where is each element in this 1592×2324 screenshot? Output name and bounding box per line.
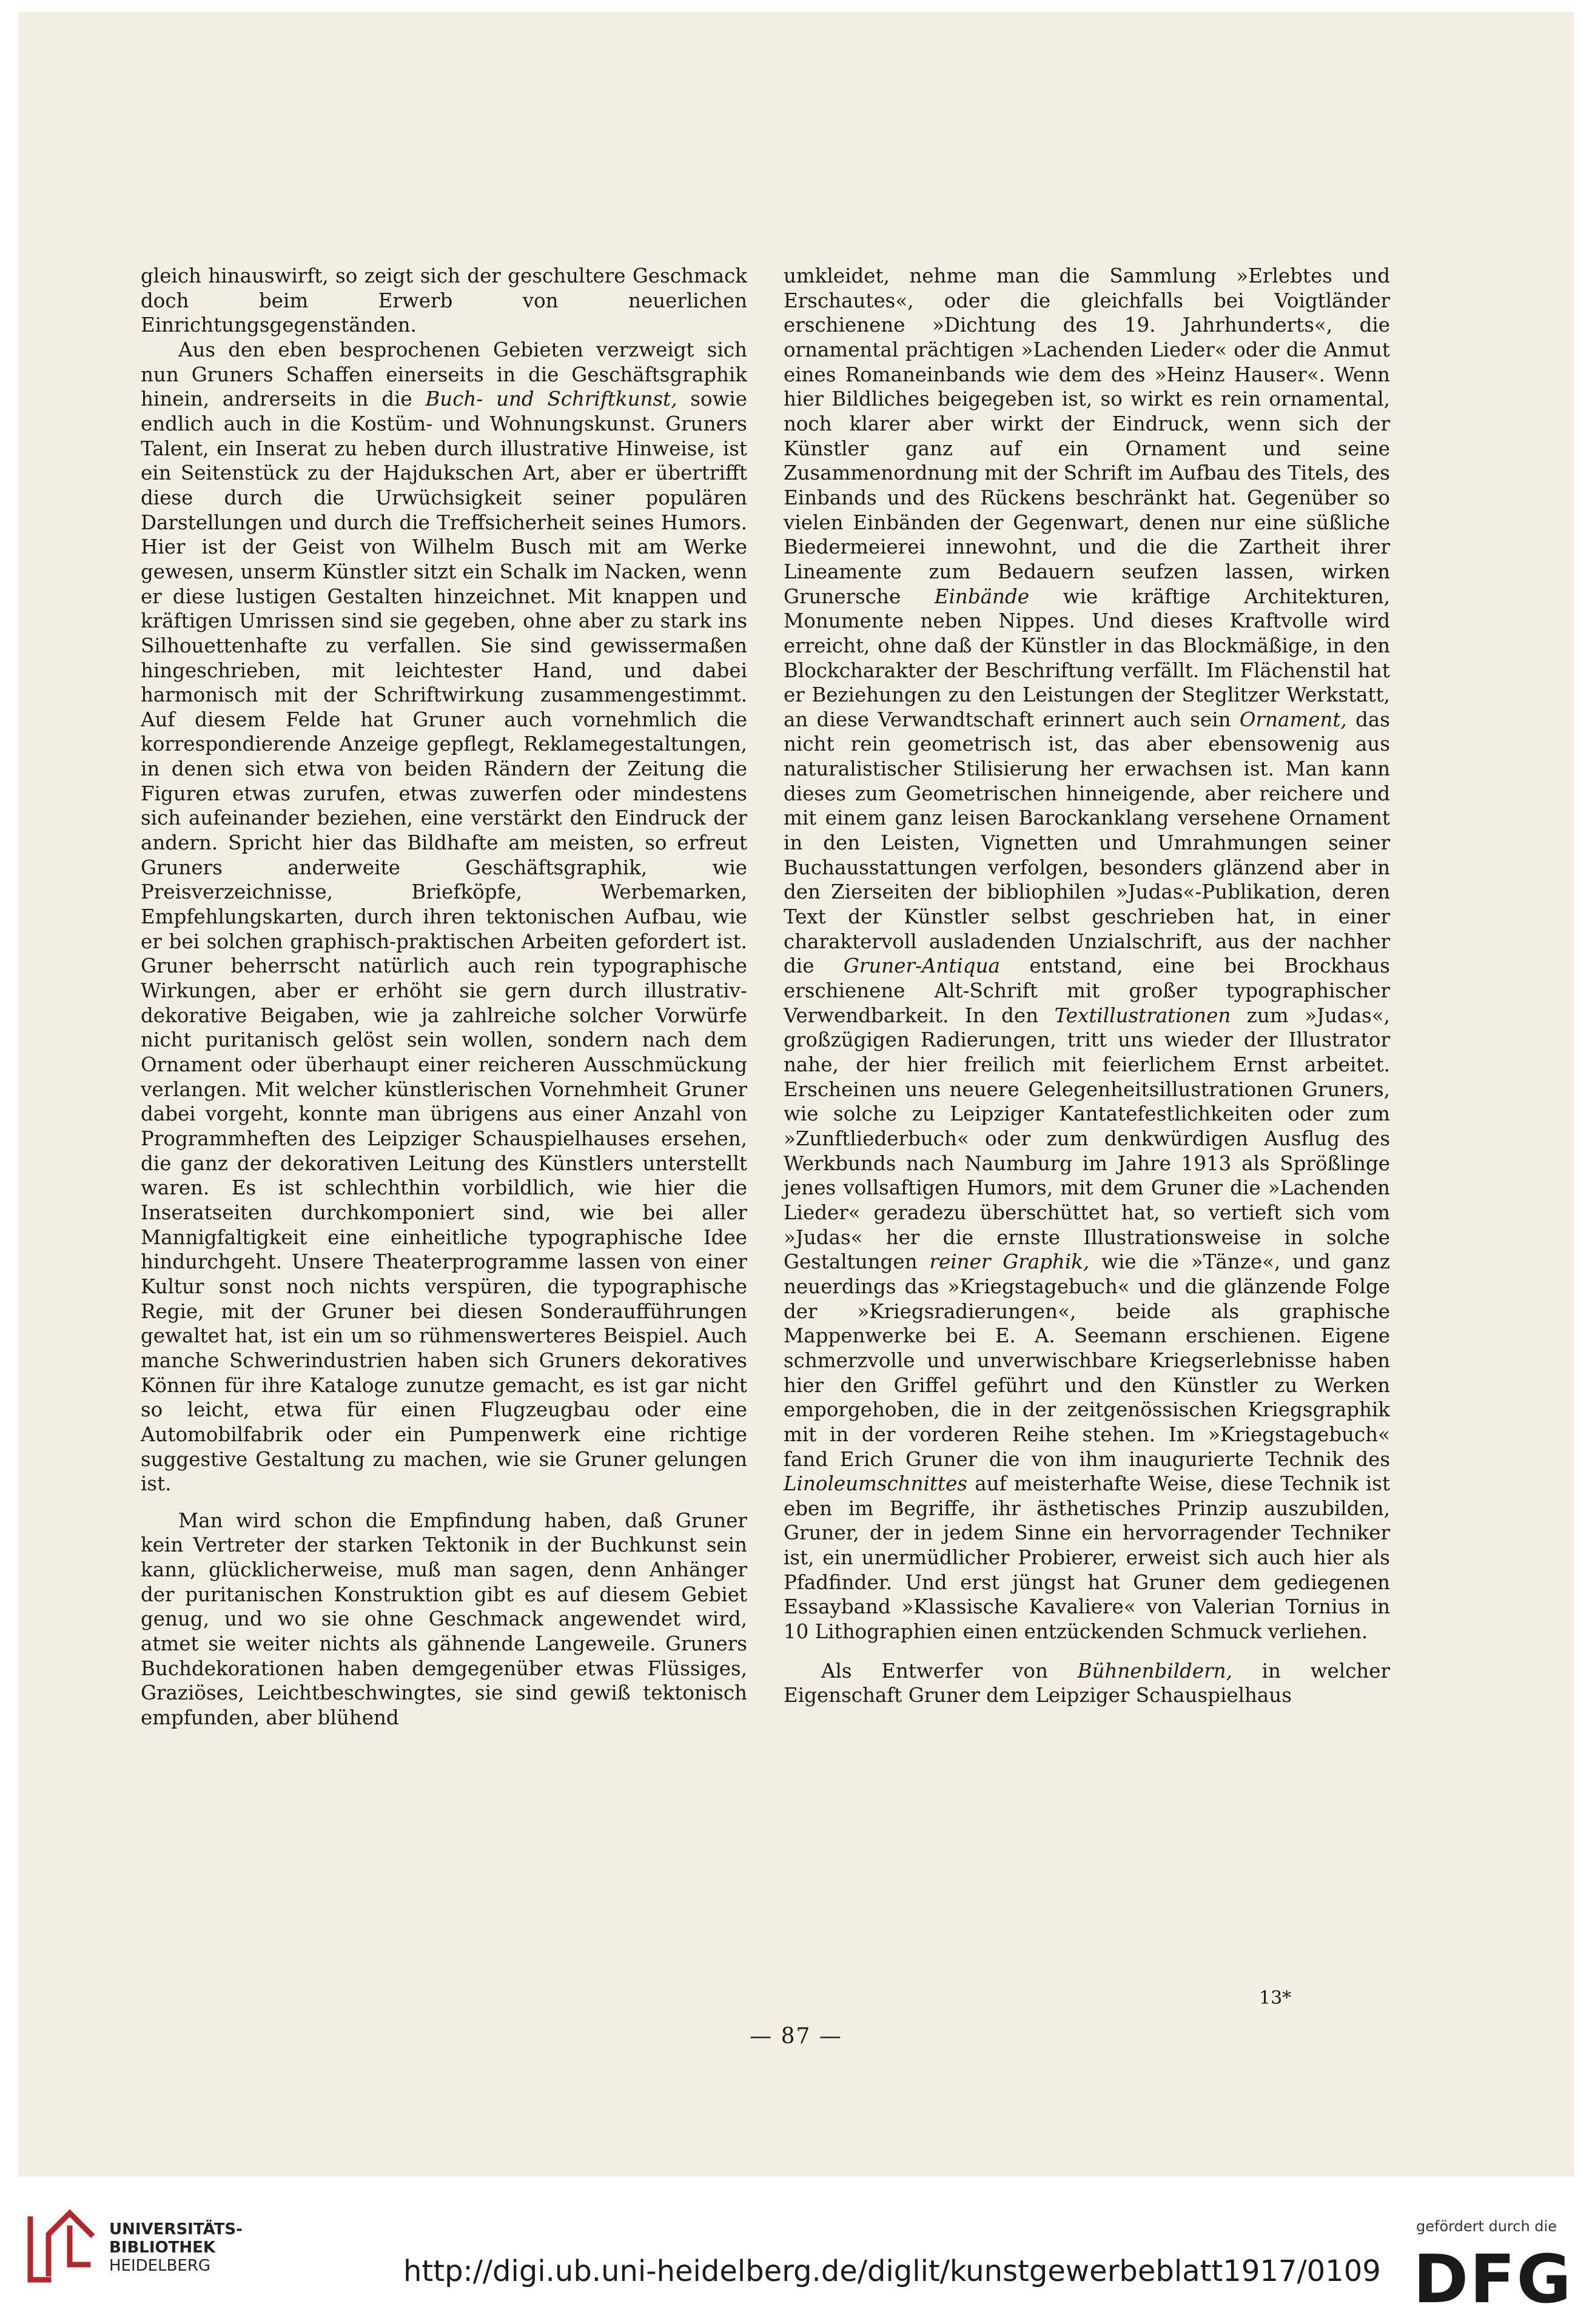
permalink-url[interactable]: http://digi.ub.uni-heidelberg.de/diglit/kunstgewerbeblatt1917/0109: [403, 2254, 1381, 2288]
paragraph: Als Entwerfer von Bühnenbildern, in welcher Eigenschaft Gruner dem Leipziger Schauspielhaus: [784, 1659, 1390, 1707]
printer-signature-mark: 13*: [1259, 1987, 1292, 2009]
university-library-logo-icon: [24, 2207, 97, 2286]
university-library-name: [109, 2220, 243, 2275]
text-column-right: [784, 264, 1390, 1708]
text-column-left: [141, 264, 747, 1730]
funding-note: gefördert durch die: [1416, 2218, 1557, 2235]
digitization-footer: [0, 2183, 1592, 2324]
paragraph: gleich hinauswirft, so zeigt sich der geschultere Geschmack doch beim Erwerb von neuerlichen Einrichtungsgegenständen.: [141, 264, 747, 337]
paragraph: umkleidet, nehme man die Sammlung »Erlebtes und Erschautes«, oder die gleichfalls bei Voigtländer erschienene »Dichtung des 19. Jahrhunderts«, die ornamental prächtigen »Lachenden Lieder« oder die Anmut eines Romaneinbands wie dem des »Heinz Hauser«. Wenn hier Bildliches beigegeben ist, so wirkt es rein ornamental, noch klarer aber wirkt der Eindruck, wenn sich der Künstler ganz auf ein Ornament und seine Zusammenordnung mit der Schrift im Aufbau des Titels, des Einbands und des Rückens beschränkt hat. Gegenüber so vielen Einbänden der Gegenwart, denen nur eine süßliche Biedermeierei innewohnt, und die die Zartheit ihrer Lineamente zum Bedauern seufzen lassen, wirken Grunersche Einbände wie kräftige Architekturen, Monumente neben Nippes. Und dieses Kraftvolle wird erreicht, ohne daß der Künstler in das Blockmäßige, in den Blockcharakter der Beschriftung verfällt. Im Flächenstil hat er Beziehungen zu den Leistungen der Steglitzer Werkstatt, an diese Verwandtschaft erinnert auch sein Ornament, das nicht rein geometrisch ist, das aber ebensowenig aus naturalistischer Stilisierung her erwachsen ist. Man kann dieses zum Geometrischen hinneigende, aber reichere und mit einem ganz leisen Barockanklang versehene Ornament in den Leisten, Vignetten und Umrahmungen seiner Buchausstattungen verfolgen, besonders glänzend aber in den Zierseiten der bibliophilen »Judas«-Publikation, deren Text der Künstler selbst geschrieben hat, in einer charaktervoll ausladenden Unzialschrift, aus der nachher die Gruner-Antiqua entstand, eine bei Brockhaus erschienene Alt-Schrift mit großer typographischer Verwendbarkeit. In den Textillustrationen zum »Judas«, großzügigen Radierungen, tritt uns wieder der Illustrator nahe, der hier freilich mit feierlichem Ernst arbeitet. Erscheinen uns neuere Gelegenheitsillustrationen Gruners, wie solche zu Leipziger Kantatefestlichkeiten oder zum »Zunftliederbuch« oder zum denkwürdigen Ausflug des Werkbunds nach Naumburg im Jahre 1913 als Sprößlinge jenes vollsaftigen Humors, mit dem Gruner die »Lachenden Lieder« geradezu überschüttet hat, so vertieft sich vom »Judas« her die ernste Illustrationsweise in solche Gestaltungen reiner Graphik, wie die »Tänze«, und ganz neuerdings das »Kriegstagebuch« und die glänzende Folge der »Kriegsradierungen«, beide als graphische Mappenwerke bei E. A. Seemann erschienen. Eigene schmerzvolle und unverwischbare Kriegserlebnisse haben hier den Griffel geführt und den Künstler zu Werken emporgehoben, die in der zeitgenössischen Kriegsgraphik mit in der vorderen Reihe stehen. Im »Kriegstagebuch« fand Erich Gruner die von ihm inaugurierte Technik des Linoleumschnittes auf meisterhafte Weise, diese Technik ist eben im Begriffe, ihr ästhetisches Prinzip auszubilden, Gruner, der in jedem Sinne ein hervorragender Techniker ist, ein unermüdlicher Probierer, erweist sich auch hier als Pfadfinder. Und erst jüngst hat Gruner dem gediegenen Essayband »Klassische Kavaliere« von Valerian Tornius in 10 Lithographien einen entzückenden Schmuck verliehen.: [784, 264, 1390, 1644]
paragraph: Man wird schon die Empfindung haben, daß Gruner kein Vertreter der starken Tektonik in der Buchkunst sein kann, glücklicherweise, muß man sagen, denn Anhänger der puritanischen Konstruktion gibt es auf diesem Gebiet genug, und wo sie ohne Geschmack angewendet wird, atmet sie weiter nichts als gähnende Langeweile. Gruners Buchdekorationen haben demgegenüber etwas Flüssiges, Graziöses, Leichtbeschwingtes, sie sind gewiß tektonisch empfunden, aber blühend: [141, 1509, 747, 1730]
book-page: [18, 12, 1574, 2177]
library-name-line-1: UNIVERSITÄTS-: [109, 2220, 243, 2239]
library-name-line-3: HEIDELBERG: [109, 2257, 211, 2275]
dfg-logo: DFG: [1413, 2240, 1573, 2318]
paragraph: Aus den eben besprochenen Gebieten verzweigt sich nun Gruners Schaffen einerseits in die Geschäftsgraphik hinein, andrerseits in die Buch- und Schriftkunst, sowie endlich auch in die Kostüm- und Wohnungskunst. Gruners Talent, ein Inserat zu heben durch illustrative Hinweise, ist ein Seitenstück zu der Hajdukschen Art, aber er übertrifft diese durch die Urwüchsigkeit seiner populären Darstellungen und durch die Treffsicherheit seines Humors. Hier ist der Geist von Wilhelm Busch mit am Werke gewesen, unserm Künstler sitzt ein Schalk im Nacken, wenn er diese lustigen Gestalten hinzeichnet. Mit knappen und kräftigen Umrissen sind sie gegeben, ohne aber zu stark ins Silhouettenhafte zu verfallen. Sie sind gewissermaßen hingeschrieben, mit leichtester Hand, und dabei harmonisch mit der Schriftwirkung zusammengestimmt. Auf diesem Felde hat Gruner auch vornehmlich die korrespondierende Anzeige gepflegt, Reklamegestaltungen, in denen sich etwa von beiden Rändern der Zeitung die Figuren etwas zurufen, etwas zuwerfen oder mindestens sich aufeinander beziehen, eine verstärkt den Eindruck der andern. Spricht hier das Bildhafte am meisten, so erfreut Gruners anderweite Geschäftsgraphik, wie Preisverzeichnisse, Briefköpfe, Werbemarken, Empfehlungskarten, durch ihren tektonischen Aufbau, wie er bei solchen graphisch-praktischen Arbeiten gefordert ist. Gruner beherrscht natürlich auch rein typographische Wirkungen, aber er erhöht sie gern durch illustrativ-dekorative Beigaben, wie ja zahlreiche solcher Vorwürfe nicht puritanisch gelöst sein wollen, sondern nach dem Ornament oder überhaupt einer reicheren Ausschmückung verlangen. Mit welcher künstlerischen Vornehmheit Gruner dabei vorgeht, konnte man übrigens aus einer Anzahl von Programmheften des Leipziger Schauspielhauses ersehen, die ganz der dekorativen Leitung des Künstlers unterstellt waren. Es ist schlechthin vorbildlich, wie hier die Inseratseiten durchkomponiert sind, wie bei aller Mannigfaltigkeit eine einheitliche typographische Idee hindurchgeht. Unsere Theaterprogramme lassen von einer Kultur sonst noch nichts verspüren, die typographische Regie, mit der Gruner bei diesen Sonderaufführungen gewaltet hat, ist ein um so rühmenswerteres Beispiel. Auch manche Schwerindustrien haben sich Gruners dekoratives Können für ihre Kataloge zunutze gemacht, es ist gar nicht so leicht, etwa für einen Flugzeugbau oder eine Automobilfabrik oder ein Pumpenwerk eine richtige suggestive Gestaltung zu machen, wie sie Gruner gelungen ist.: [141, 338, 747, 1496]
library-name-line-2: BIBLIOTHEK: [109, 2239, 216, 2257]
page-number: — 87 —: [750, 2024, 842, 2049]
